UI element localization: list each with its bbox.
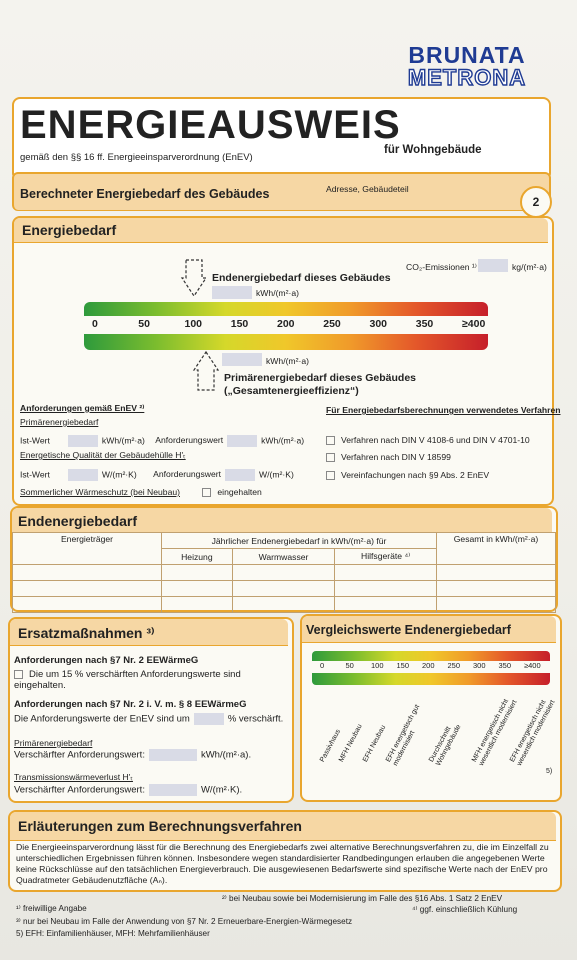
table-row: [13, 581, 556, 597]
ersatz-req1-checkbox[interactable]: [14, 670, 23, 679]
scale-tick-label: 200: [422, 661, 435, 670]
ersatz-sharp-label-2: Verschärfter Anforderungswert:: [14, 784, 145, 796]
co2-label: CO₂-Emissionen ¹⁾: [406, 262, 477, 272]
primary-energy-sub: („Gesamtenergieeffizienz“): [224, 385, 359, 397]
ersatz-req2-text-b: % verschärft.: [227, 713, 284, 725]
ersatz-percent-field: [194, 713, 224, 725]
primary-energy-label: Primärenergiebedarf dieses Gebäudes: [224, 372, 416, 384]
anforderungswert-field: [227, 435, 257, 447]
comparison-label: MFH energetisch nicht wesentlich modernisiert: [471, 698, 519, 768]
ersatz-trans-unit: W/(m²·K).: [200, 784, 243, 796]
col-energietraeger: Energieträger: [13, 533, 162, 565]
eingehalten-label: eingehalten: [217, 487, 262, 497]
ist-wert-label: Ist-Wert: [20, 435, 50, 446]
quality-label: Energetische Qualität der Gebäudehülle H'ₜ: [20, 450, 186, 460]
ist-wert-label-2: Ist-Wert: [20, 469, 50, 480]
vergleich-labels: [312, 688, 557, 778]
anforderungswert-unit: kWh/(m²·a): [261, 435, 305, 446]
ersatz-trans-field: [149, 784, 197, 796]
footnote-5: 5) EFH: Einfamilienhäuser, MFH: Mehrfamilienhäuser: [16, 929, 210, 938]
footnote-2: ²⁾ bei Neubau sowie bei Modernisierung im Falle des §16 Abs. 1 Satz 2 EnEV: [222, 894, 503, 903]
page-number-badge: [520, 186, 552, 218]
ist-wert-unit: kWh/(m²·a): [101, 435, 145, 446]
ersatz-req2: Anforderungen nach §7 Nr. 2 i. V. m. § 8 EEWärmeG: [14, 699, 247, 710]
ersatz-sharp-label: Verschärfter Anforderungswert:: [14, 749, 145, 761]
end-energy-value-field: [212, 286, 252, 299]
comparison-label: Durchschnitt Wohngebäude: [428, 723, 463, 768]
col-heizung: Heizung: [162, 549, 233, 565]
ist-wert-field-2: [68, 469, 98, 481]
scale-tick-label: 50: [345, 661, 354, 670]
scale-tick-label: 250: [447, 661, 461, 670]
primary-value-field: [222, 353, 262, 366]
ersatz-primary-field: [149, 749, 197, 761]
page-title: ENERGIEAUSWEIS: [20, 103, 401, 147]
vergleich-scale-ticks: [312, 661, 550, 673]
vergleich-footnote: 5): [546, 768, 553, 775]
procedure-1-label: Verfahren nach DIN V 4108-6 und DIN V 4701-10: [341, 435, 530, 445]
energy-scale-ticks: [84, 318, 488, 332]
procedure-1-checkbox[interactable]: [326, 436, 335, 445]
page-number: 2: [532, 195, 540, 209]
scale-tick-label: ≥400: [462, 318, 486, 330]
scale-tick-label: 150: [230, 318, 249, 330]
ist-wert-row-2: [20, 469, 320, 481]
comparison-label: EFH energetisch nicht wesentlich modernisiert: [509, 699, 557, 768]
logo-line1: BRUNATA: [408, 42, 526, 68]
col-hilfsgeraete: Hilfsgeräte ⁴⁾: [335, 549, 437, 565]
comparison-label: EFH Neubau: [361, 724, 387, 764]
requirements-title: Anforderungen gemäß EnEV ²⁾: [20, 403, 145, 413]
anforderungswert-unit-2: W/(m²·K): [259, 469, 294, 480]
footnote-4: ⁴⁾ ggf. einschließlich Kühlung: [412, 905, 518, 914]
ersatz-trans-label: Transmissionswärmeverlust H'ₜ: [14, 772, 133, 782]
co2-value-field: [478, 259, 508, 272]
ersatz-heading: Ersatzmaßnahmen ³⁾: [18, 625, 155, 641]
scale-tick-label: 0: [320, 661, 325, 670]
primary-requirement-label: Primärenergiebedarf: [20, 417, 99, 427]
scale-tick-label: 100: [371, 661, 384, 670]
ist-wert-unit-2: W/(m²·K): [101, 469, 137, 480]
scale-tick-label: 0: [92, 318, 98, 330]
anforderungswert-label-2: Anforderungswert: [153, 469, 221, 480]
scale-tick-label: 150: [396, 661, 410, 670]
procedure-3-checkbox[interactable]: [326, 471, 335, 480]
scale-tick-label: 350: [498, 661, 512, 670]
table-row: [13, 597, 556, 613]
end-energy-unit: kWh/(m²·a): [256, 288, 299, 298]
scale-tick-label: 50: [138, 318, 150, 330]
col-warmwasser: Warmwasser: [232, 549, 335, 565]
ersatz-primary-label: Primärenergiebedarf: [14, 738, 93, 748]
anforderungswert-label: Anforderungswert: [155, 435, 224, 446]
endenergie-table-wrap: [12, 532, 556, 613]
scale-tick-label: 350: [415, 318, 434, 330]
logo-line2: METRONA: [407, 65, 527, 90]
ersatz-req1: Anforderungen nach §7 Nr. 2 EEWärmeG: [14, 655, 199, 666]
ist-wert-row-1: [20, 435, 320, 447]
col-gesamt: Gesamt in kWh/(m²·a): [437, 533, 556, 565]
address-label: Adresse, Gebäudeteil: [326, 184, 409, 194]
procedure-3-label: Vereinfachungen nach §9 Abs. 2 EnEV: [341, 470, 490, 480]
ersatz-primary-row: [14, 749, 251, 761]
erlaeuterung-heading: Erläuterungen zum Berechnungsverfahren: [18, 818, 302, 834]
summer-checkbox[interactable]: [202, 488, 211, 497]
procedure-2: [326, 452, 451, 462]
scale-tick-label: 200: [277, 318, 295, 330]
ersatz-primary-unit: kWh/(m²·a).: [200, 749, 252, 761]
summer-label: Sommerlicher Wärmeschutz (bei Neubau): [20, 487, 180, 497]
procedure-2-label: Verfahren nach DIN V 18599: [341, 452, 451, 462]
brunata-metrona-logo: [399, 44, 535, 89]
table-row: [13, 565, 556, 581]
summer-row: [20, 487, 262, 497]
ersatz-trans-row: [14, 784, 242, 796]
primary-unit: kWh/(m²·a): [266, 356, 309, 366]
comparison-label: Passivhaus: [318, 728, 342, 764]
end-energy-label: Endenergiebedarf dieses Gebäudes: [212, 272, 391, 284]
footnote-3: ³⁾ nur bei Neubau im Falle der Anwendung von §7 Nr. 2 Erneuerbare-Energien-Wärmegesetz: [16, 917, 353, 926]
procedure-2-checkbox[interactable]: [326, 453, 335, 462]
primary-energy-arrow-icon: [192, 350, 220, 392]
anforderungswert-field-2: [225, 469, 255, 481]
scale-tick-label: ≥400: [524, 661, 541, 670]
procedure-3: [326, 470, 489, 480]
scale-tick-label: 100: [184, 318, 203, 330]
co2-unit: kg/(m²·a): [512, 262, 547, 272]
scale-tick-label: 250: [323, 318, 341, 330]
vergleich-heading: Vergleichswerte Endenergiebedarf: [306, 623, 511, 637]
col-jaehrlich: Jährlicher Endenergiebedarf in kWh/(m²·a) für: [162, 533, 437, 549]
end-energy-arrow-icon: [180, 258, 208, 298]
erlaeuterung-text: Die Energieeinsparverordnung lässt für die Berechnung des Energiebedarfs zwei alternative Berechnungsverfahren zu, die im Einzelfall zu unterschiedlichen Ergebnissen führen können. Insbesondere wegen standardisierter Randbedingungen erlauben die angegebenen Werte keine Rückschlüsse auf den tatsächlichen Energieverbrauch. Die ausgewiesenen Bedarfswerte sind spezifische Werte nach der EnEV pro Quadratmeter Gebäudenutzfläche (Aₙ).: [16, 842, 549, 885]
procedure-title: Für Energiebedarfsberechnungen verwendetes Verfahren: [326, 405, 561, 415]
energiebedarf-heading: Energiebedarf: [22, 222, 117, 238]
procedure-1: [326, 435, 530, 445]
ersatz-req2-text-a: Die Anforderungswerte der EnEV sind um: [14, 713, 190, 725]
ersatz-req1-row: [14, 669, 274, 691]
footnote-1: ¹⁾ freiwillige Angabe: [16, 904, 87, 913]
section-bar-title: Berechneter Energiebedarf des Gebäudes: [20, 187, 270, 201]
comparison-label: EFH energetisch gut modernisiert: [385, 703, 422, 768]
scale-tick-label: 300: [369, 318, 388, 330]
endenergie-table: [12, 532, 556, 613]
endenergie-heading: Endenergiebedarf: [18, 513, 138, 529]
ist-wert-field: [68, 435, 98, 447]
comparison-label: MFH Neubau: [337, 723, 364, 764]
header-for: für Wohngebäude: [384, 144, 482, 156]
ersatz-req2-row: [14, 713, 283, 725]
header-subtitle: gemäß den §§ 16 ff. Energieeinsparverordnung (EnEV): [20, 152, 253, 163]
scale-tick-label: 300: [473, 661, 486, 670]
ersatz-req1-text: Die um 15 % verschärften Anforderungswerte sind eingehalten.: [14, 669, 241, 691]
